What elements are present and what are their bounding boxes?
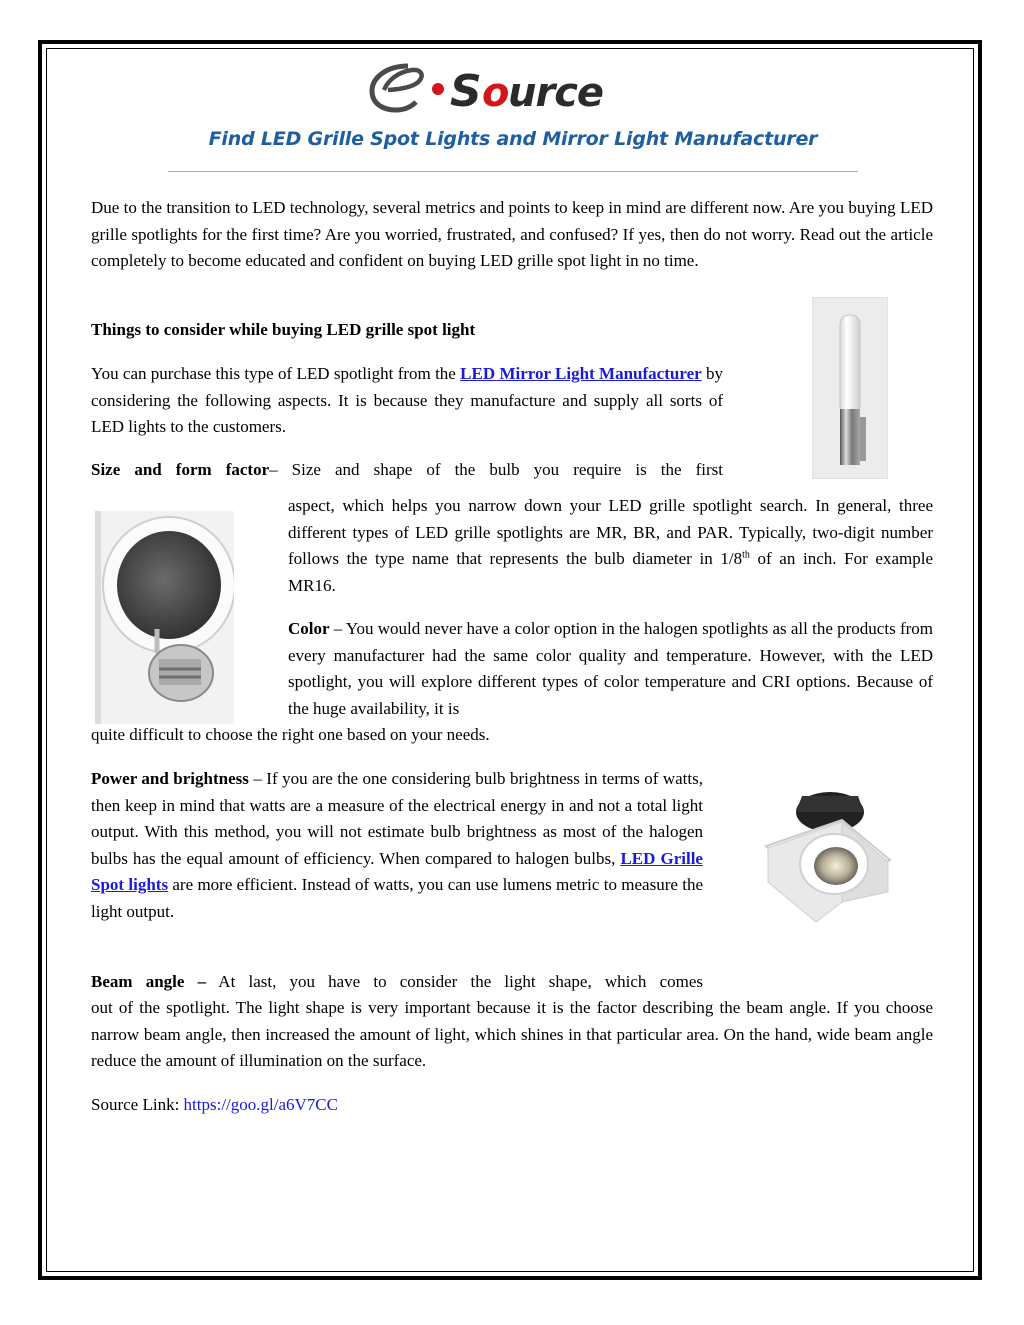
power-paragraph [91, 766, 703, 925]
power-label: Power and brightness [91, 769, 249, 788]
color-text: – You would never have a color option in the halogen spotlights as all the products from every manufacturer had the same color quality and temperature. However, with the LED spotlight, you will explore different types of color temperature and CRI options. Because of the huge availability, it is [288, 619, 933, 718]
svg-text:S: S [450, 66, 481, 114]
mirror-light-image [812, 297, 888, 479]
logo-e-mark [372, 66, 422, 110]
size-cont: aspect, which helps you narrow down your LED grille spotlight search. In general, three different types of LED grille spotlights are MR, BR, and PAR. Typically, two-digit number follows the type name that represents the bulb diameter in 1/8 [288, 496, 933, 568]
purchase-text-before: You can purchase this type of LED spotlight from the [91, 364, 461, 383]
power-text-after: are more efficient. Instead of watts, you can use lumens metric to measure the light output. [91, 875, 703, 921]
size-paragraph-continued [288, 493, 933, 599]
source-line [91, 1092, 691, 1119]
size-superscript: th [742, 549, 750, 561]
purchase-text-after: by considering the following aspects. It is because they manufacture and supply all sorts of LED lights to the customers. [91, 364, 723, 436]
size-label: Size and form factor [91, 460, 270, 479]
color-paragraph-overflow: quite difficult to choose the right one based on your needs. [91, 725, 490, 744]
source-label: Source Link: [91, 1095, 184, 1114]
section-heading-text: Things to consider while buying LED grille spot light [91, 320, 476, 339]
grille-spot-light-image [762, 782, 894, 924]
title-divider [168, 171, 858, 172]
page-title: Find LED Grille Spot Lights and Mirror Light Manufacturer [208, 128, 818, 150]
size-end: of an inch. For example MR16. [288, 549, 933, 595]
beam-paragraph-rest: out of the spotlight. The light shape is very important because it is the factor describing the beam angle. If you choose narrow beam angle, then increased the amount of light, which shines in that particular area. On the hand, wide beam angle reduce the amount of illumination on the surface. [91, 998, 933, 1070]
source-url-link[interactable]: https://goo.gl/a6V7CC [183, 1095, 338, 1114]
intro-paragraph: Due to the transition to LED technology, several metrics and points to keep in mind are different now. Are you buying LED grille spotlights for the first time? Are you worried, frustrated, and confused? If yes, then do not worry. Read out the article completely to become educated and confident on buying LED grille spot light in no time. [91, 198, 933, 270]
beam-label: Beam angle – [91, 972, 207, 991]
purchase-paragraph [91, 361, 723, 441]
beam-paragraph-first-line [91, 969, 703, 996]
esource-logo [368, 58, 660, 114]
color-paragraph [288, 616, 933, 722]
power-text-before: – If you are the one considering bulb brightness in terms of watts, then keep in mind that watts are a measure of the electrical energy in and not a total light output. With this method, you will not estimate bulb brightness as most of the halogen bulbs has the equal amount of efficiency. When compared to halogen bulbs, [91, 769, 703, 868]
led-mirror-light-manufacturer-link[interactable]: LED Mirror Light Manufacturer [460, 364, 702, 383]
section-heading [91, 317, 731, 344]
svg-text:urce: urce [508, 70, 604, 114]
size-paragraph-first-line [91, 457, 723, 484]
logo-dot [432, 83, 444, 95]
size-line1: – Size and shape of the bulb you require is the first [269, 460, 723, 479]
led-grille-spot-lights-link[interactable]: LED Grille Spot lights [91, 848, 703, 894]
svg-text:o: o [482, 70, 510, 114]
color-label: Color [288, 619, 330, 638]
round-mirror-light-image [95, 511, 234, 724]
beam-line1: At last, you have to consider the light shape, which comes [206, 972, 703, 991]
